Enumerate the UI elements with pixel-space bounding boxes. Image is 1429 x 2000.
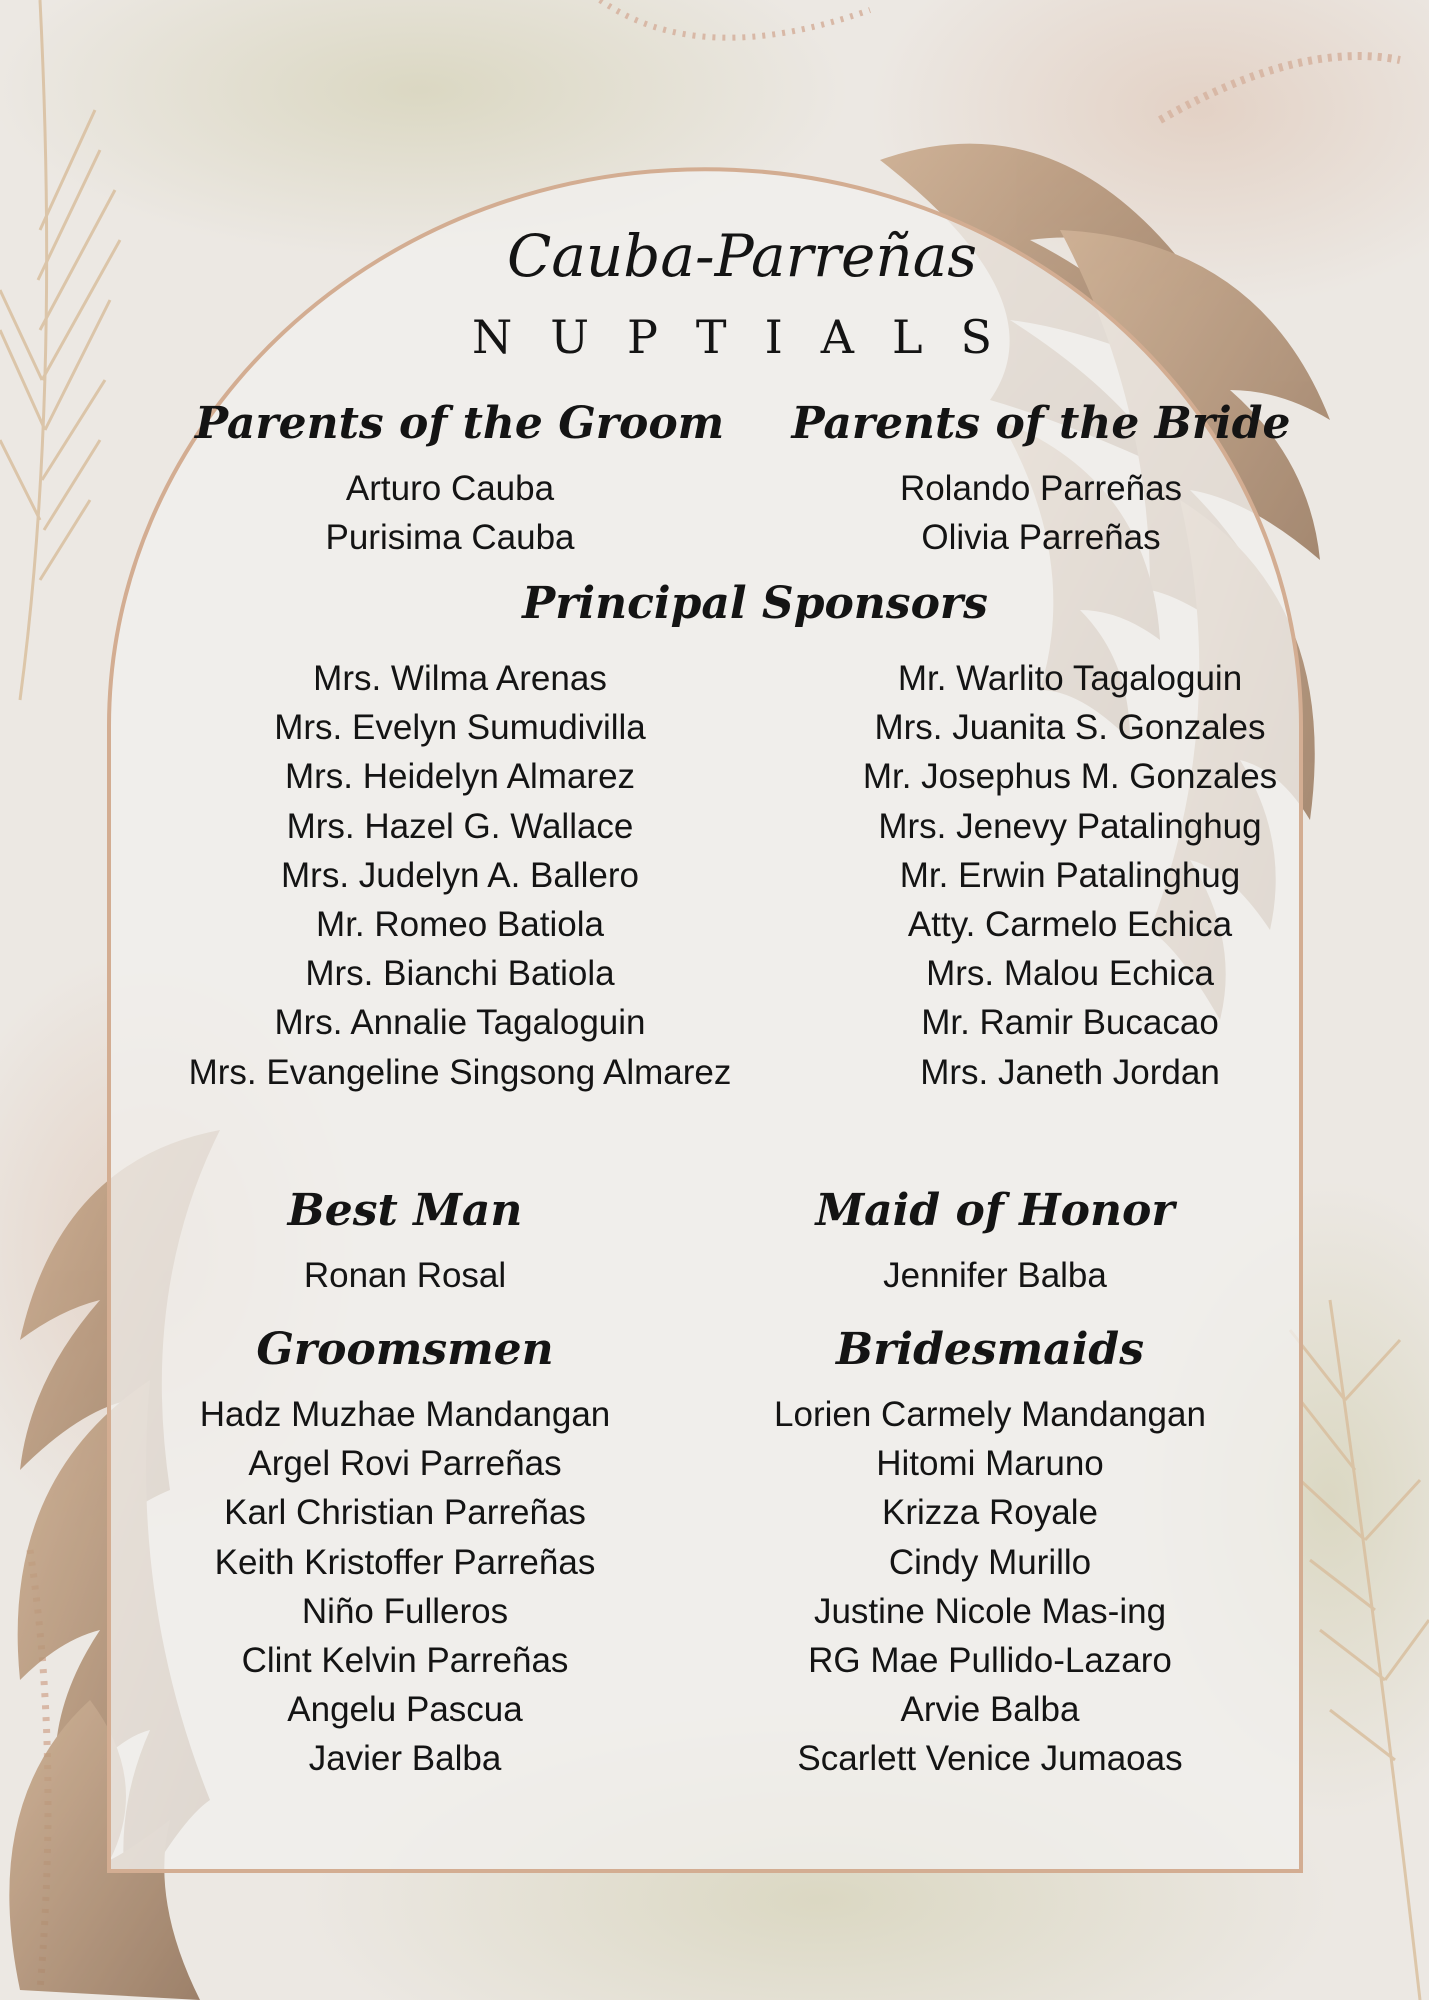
list-item: Mrs. Juanita S. Gonzales [874, 708, 1266, 748]
maid-of-honor-name: Jennifer Balba [883, 1256, 1107, 1295]
groomsmen-list [130, 1390, 680, 1784]
list-item: Mrs. Annalie Tagaloguin [274, 1003, 646, 1043]
list-item: Mrs. Bianchi Batiola [305, 954, 615, 994]
list-item: Clint Kelvin Parreñas [241, 1641, 569, 1681]
list-item: Mr. Romeo Batiola [316, 905, 604, 945]
list-item: Mr. Josephus M. Gonzales [862, 757, 1278, 797]
list-item: Mrs. Judelyn A. Ballero [281, 855, 639, 895]
list-item: Mrs. Wilma Arenas [313, 659, 607, 698]
list-item: Mr. Warlito Tagaloguin [897, 659, 1243, 698]
list-item: Mrs. Hazel G. Wallace [286, 806, 634, 846]
maid-of-honor-heading: Maid of Honor [815, 1185, 1175, 1236]
couple-title: Cauba-Parreñas [506, 222, 978, 290]
list-item: Niño Fulleros [301, 1591, 509, 1631]
list-item: Mrs. Janeth Jordan [920, 1052, 1220, 1092]
list-item: Atty. Carmelo Echica [907, 905, 1233, 945]
list-item: Rolando Parreñas [899, 469, 1183, 508]
list-item: Mrs. Heidelyn Almarez [284, 757, 636, 797]
list-item: Purisima Cauba [325, 518, 575, 558]
groomsmen-heading: Groomsmen [256, 1324, 554, 1375]
list-item: Mrs. Evangeline Singsong Almarez [188, 1052, 732, 1092]
principal-sponsors-heading: Principal Sponsors [522, 578, 988, 629]
bridesmaids-list [715, 1390, 1265, 1784]
list-item: Javier Balba [308, 1739, 502, 1779]
list-item: Cindy Murillo [888, 1542, 1092, 1582]
list-item: Keith Kristoffer Parreñas [214, 1542, 596, 1582]
list-item: Arvie Balba [900, 1690, 1080, 1730]
parents-bride-heading: Parents of the Bride [791, 398, 1291, 449]
list-item: Krizza Royale [882, 1493, 1098, 1533]
list-item: RG Mae Pullido-Lazaro [808, 1641, 1172, 1681]
list-item: Justine Nicole Mas-ing [813, 1591, 1167, 1631]
parents-groom-list [195, 464, 705, 562]
list-item: Olivia Parreñas [921, 518, 1161, 558]
list-item: Lorien Carmely Mandangan [774, 1395, 1206, 1434]
list-item: Mr. Erwin Patalinghug [899, 855, 1241, 895]
list-item: Karl Christian Parreñas [224, 1493, 586, 1533]
best-man-name: Ronan Rosal [303, 1256, 507, 1295]
list-item: Arturo Cauba [345, 469, 555, 508]
best-man-heading: Best Man [287, 1185, 523, 1236]
list-item: Hitomi Maruno [876, 1444, 1104, 1484]
list-item: Mrs. Jenevy Patalinghug [878, 806, 1262, 846]
sponsors-right-list [810, 654, 1330, 1097]
sponsors-left-list [110, 654, 810, 1097]
list-item: Scarlett Venice Jumaoas [797, 1739, 1183, 1779]
event-title: NUPTIALS [471, 310, 1031, 364]
bridesmaids-heading: Bridesmaids [836, 1324, 1144, 1375]
list-item: Mrs. Malou Echica [926, 954, 1214, 994]
list-item: Argel Rovi Parreñas [248, 1444, 562, 1484]
parents-bride-list [786, 464, 1296, 562]
list-item: Mrs. Evelyn Sumudivilla [274, 708, 646, 748]
list-item: Angelu Pascua [287, 1690, 523, 1730]
parents-groom-heading: Parents of the Groom [195, 398, 725, 449]
list-item: Hadz Muzhae Mandangan [199, 1395, 611, 1434]
list-item: Mr. Ramir Bucacao [921, 1003, 1219, 1043]
